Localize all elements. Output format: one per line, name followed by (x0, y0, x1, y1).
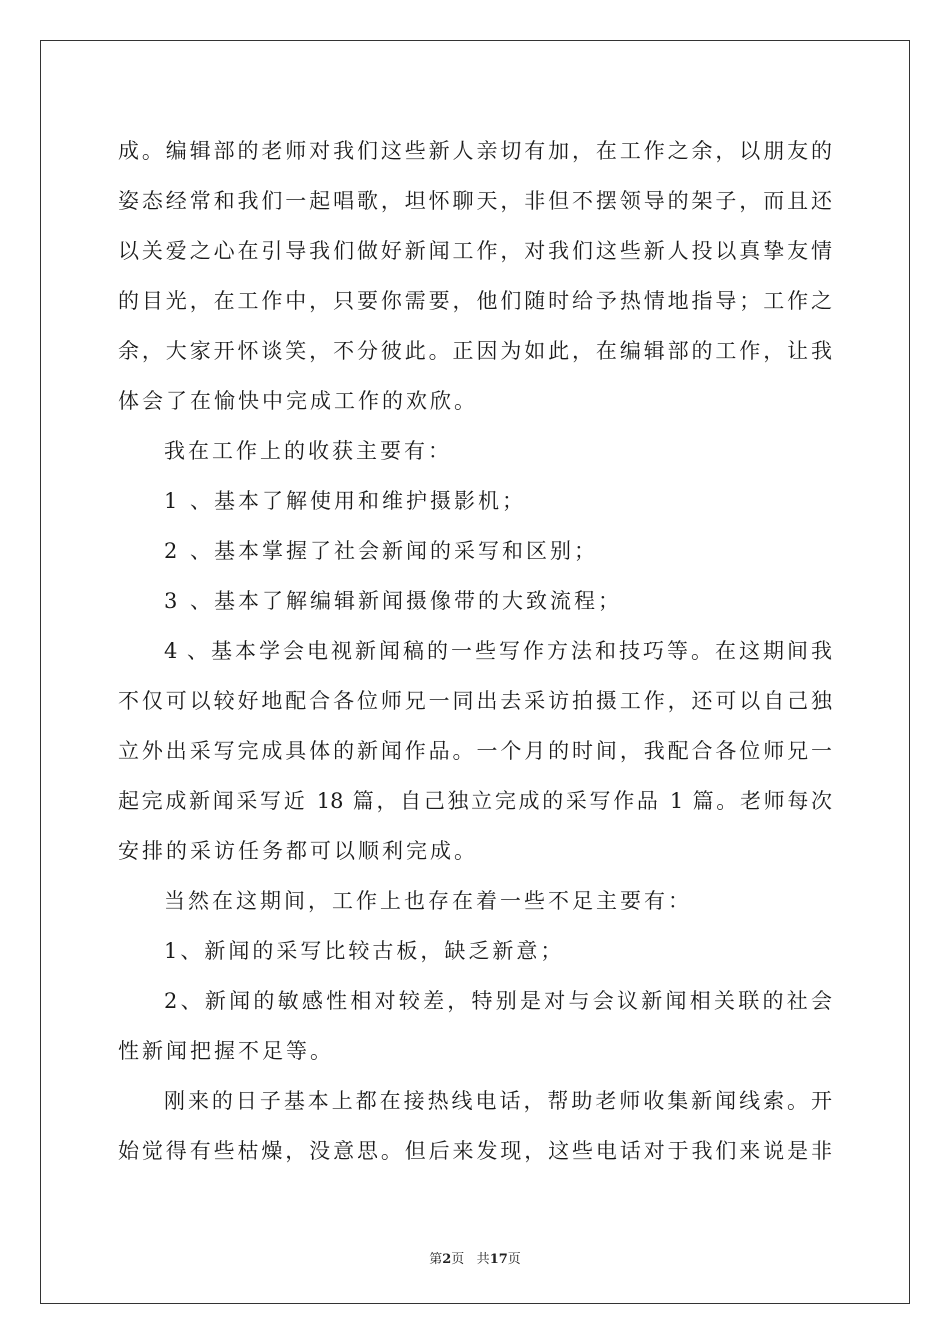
text-line: 刚来的日子基本上都在接热线电话，帮助老师收集新闻线索。开 (164, 1089, 832, 1113)
text-line: 余，大家开怀谈笑，不分彼此。正因为如此，在编辑部的工作，让我 (118, 339, 832, 363)
text-line: 4 、基本学会电视新闻稿的一些写作方法和技巧等。在这期间我 (164, 639, 832, 663)
total-pages: 17 (489, 1252, 508, 1267)
text-line: 以关爱之心在引导我们做好新闻工作，对我们这些新人投以真挚友情 (118, 239, 832, 263)
document-body (118, 126, 832, 1176)
text-line: 1、新闻的采写比较古板，缺乏新意； (164, 939, 565, 963)
total-prefix: 共 (476, 1252, 490, 1267)
text-line: 2、新闻的敏感性相对较差，特别是对与会议新闻相关联的社会 (164, 989, 832, 1013)
page-footer (0, 1248, 950, 1267)
text-line: 成。编辑部的老师对我们这些新人亲切有加，在工作之余，以朋友的 (118, 139, 832, 163)
page-prefix: 第 (429, 1252, 443, 1267)
text-line: 的目光，在工作中，只要你需要，他们随时给予热情地指导；工作之 (118, 289, 832, 313)
text-line: 体会了在愉快中完成工作的欢欣。 (118, 389, 478, 413)
page-suffix: 页 (451, 1252, 465, 1267)
text-line: 立外出采写完成具体的新闻作品。一个月的时间，我配合各位师兄一 (118, 739, 832, 763)
text-line: 不仅可以较好地配合各位师兄一同出去采访拍摄工作，还可以自己独 (118, 689, 832, 713)
total-suffix: 页 (507, 1252, 521, 1267)
page-number: 2 (442, 1252, 452, 1267)
text-line: 2 、基本掌握了社会新闻的采写和区别； (164, 539, 599, 563)
text-line: 我在工作上的收获主要有： (164, 439, 452, 463)
text-line: 姿态经常和我们一起唱歌，坦怀聊天，非但不摆领导的架子，而且还 (118, 189, 832, 213)
text-line: 始觉得有些枯燥，没意思。但后来发现，这些电话对于我们来说是非 (118, 1139, 832, 1163)
text-line: 安排的采访任务都可以顺利完成。 (118, 839, 478, 863)
text-line: 当然在这期间，工作上也存在着一些不足主要有： (164, 889, 692, 913)
text-line: 1 、基本了解使用和维护摄影机； (164, 489, 527, 513)
text-line: 起完成新闻采写近 18 篇，自己独立完成的采写作品 1 篇。老师每次 (118, 789, 832, 813)
text-line: 性新闻把握不足等。 (118, 1039, 334, 1063)
text-line: 3 、基本了解编辑新闻摄像带的大致流程； (164, 589, 623, 613)
